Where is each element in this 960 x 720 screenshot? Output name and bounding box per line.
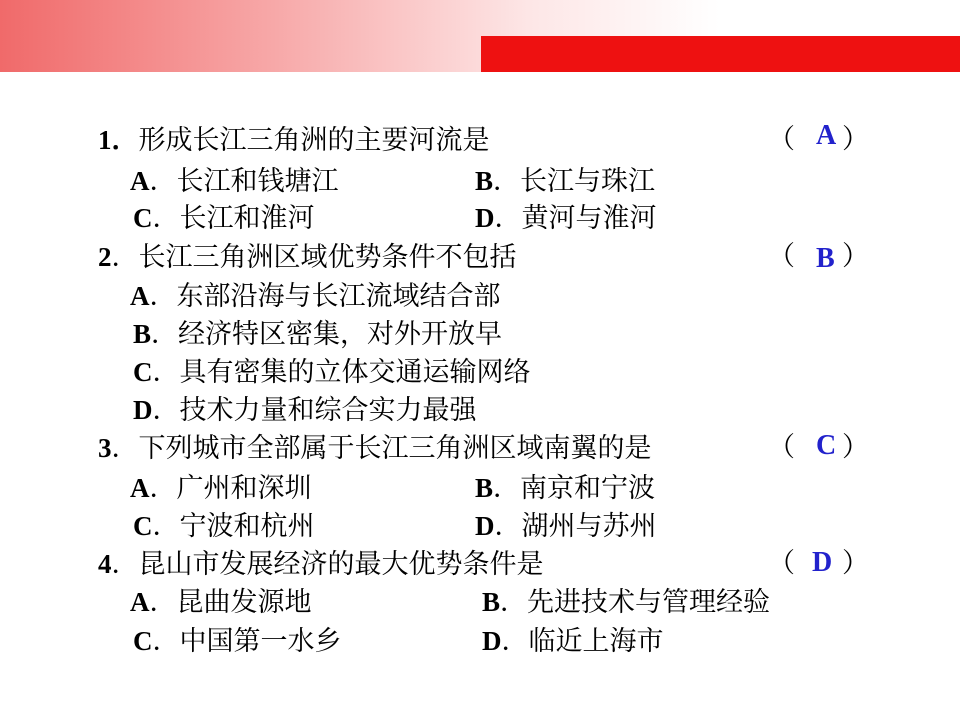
question-number: 1．: [98, 125, 139, 155]
paren-close: ）: [842, 241, 869, 272]
answer-2: B: [816, 243, 835, 274]
answer-1: A: [816, 120, 837, 151]
option-3a: A．广州和深圳: [130, 473, 312, 504]
option-2c: C．具有密集的立体交通运输网络: [133, 357, 531, 388]
option-2a: A．东部沿海与长江流域结合部: [130, 281, 501, 312]
option-4a: A．昆曲发源地: [130, 587, 312, 618]
option-2d: D．技术力量和综合实力最强: [133, 395, 477, 426]
question-text: 昆山市发展经济的最大优势条件是: [138, 549, 544, 580]
paren-close: ）: [842, 432, 869, 463]
paren-open: （: [768, 548, 795, 579]
question-number: 2: [98, 242, 112, 272]
question-2-stem: 2．长江三角洲区域优势条件不包括: [98, 242, 517, 273]
question-1-stem: [98, 123, 490, 158]
question-number: 3: [98, 433, 112, 463]
question-text: 长江三角洲区域优势条件不包括: [138, 242, 517, 273]
paren-open: （: [768, 241, 795, 272]
option-4d: D．临近上海市: [482, 626, 664, 657]
question-number: 4: [98, 549, 112, 579]
option-4b: B．先进技术与管理经验: [482, 587, 771, 618]
paren-close: ）: [842, 548, 869, 579]
option-3d: D．湖州与苏州: [475, 511, 657, 542]
paren-close: ）: [842, 124, 869, 155]
header-red-bar: [481, 36, 960, 72]
paren-open: （: [768, 124, 795, 155]
question-3-stem: 3．下列城市全部属于长江三角洲区域南翼的是: [98, 433, 652, 464]
option-3b: B．南京和宁波: [475, 473, 656, 504]
option-1a: A．长江和钱塘江: [130, 166, 339, 197]
answer-3: C: [816, 430, 837, 461]
option-1d: D．黄河与淮河: [475, 203, 657, 234]
option-1b: B．长江与珠江: [475, 166, 656, 197]
option-2b: B．经济特区密集，对外开放早: [133, 319, 503, 350]
question-text: 下列城市全部属于长江三角洲区域南翼的是: [138, 433, 652, 464]
answer-4: D: [812, 547, 833, 578]
question-4-stem: 4．昆山市发展经济的最大优势条件是: [98, 549, 544, 580]
question-text: 形成长江三角洲的主要河流是: [138, 125, 490, 156]
option-3c: C．宁波和杭州: [133, 511, 315, 542]
option-1c: C．长江和淮河: [133, 203, 315, 234]
option-4c: C．中国第一水乡: [133, 626, 342, 657]
paren-open: （: [768, 432, 795, 463]
